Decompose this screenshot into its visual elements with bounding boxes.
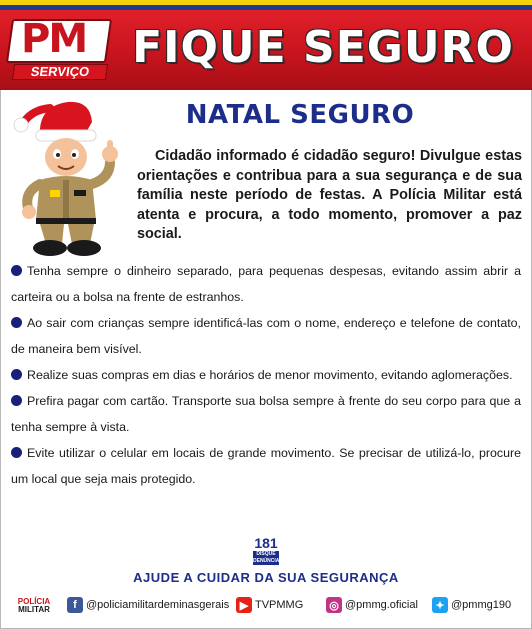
disque-label: DISQUE DENÚNCIA (253, 551, 280, 564)
pm-logo-line1: POLÍCIA (17, 597, 51, 606)
facebook-icon: f (67, 597, 83, 613)
bullet-dot-icon (11, 395, 22, 406)
footer-bar (0, 593, 532, 617)
policia-militar-logo (12, 598, 56, 614)
social-handle: @pmmg.oficial (345, 599, 418, 611)
bullet-dot-icon (11, 447, 22, 458)
social-link[interactable] (326, 597, 418, 613)
youtube-icon: ▶ (236, 597, 252, 613)
section-title: NATAL SEGURO (185, 100, 415, 130)
bullet-dot-icon (11, 317, 22, 328)
social-link[interactable] (432, 597, 511, 613)
tip-text: Prefira pagar com cartão. Transporte sua bolsa sempre à frente do seu corpo para que a tenha sempre à vista. (11, 394, 521, 434)
tip-text: Evite utilizar o celular em locais de grande movimento. Se precisar de utilizá-lo, procure um local que seja mais protegido. (11, 446, 521, 486)
header-banner (0, 10, 532, 90)
tip-text: Realize suas compras em dias e horários de menor movimento, evitando aglomerações. (27, 368, 513, 382)
tip-item (11, 388, 521, 440)
header-title: FIQUE SEGURO (132, 22, 514, 73)
servico-label: SERVIÇO (12, 64, 108, 80)
tips-list (11, 258, 521, 492)
disque-number: 181 (254, 535, 278, 551)
social-handle: @policiamilitardeminasgerais (86, 599, 230, 611)
tip-item (11, 440, 521, 492)
social-handle: TVPMMG (255, 599, 304, 611)
tip-item (11, 258, 521, 310)
intro-paragraph: Cidadão informado é cidadão seguro! Divulgue estas orientações e contribua para a sua segurança e de sua família neste período de festas. A Polícia Militar está atenta e procura, a todo momento, promover a paz social. (137, 148, 522, 242)
twitter-icon: ✦ (432, 597, 448, 613)
social-handle: @pmmg190 (451, 599, 512, 611)
pm-logo-text: PM (21, 16, 87, 62)
tip-text: Tenha sempre o dinheiro separado, para pequenas despesas, evitando assim abrir a carteira ou a bolsa na frente de estranhos. (11, 264, 521, 304)
bullet-dot-icon (11, 369, 22, 380)
social-link[interactable] (67, 597, 229, 613)
pm-servico-logo (9, 16, 109, 81)
social-link[interactable] (236, 597, 303, 613)
disque-denuncia-logo (253, 536, 279, 566)
tip-text: Ao sair com crianças sempre identificá-las com o nome, endereço e telefone de contato, de maneira bem visível. (11, 316, 521, 356)
pm-logo-line2: MILITAR (18, 605, 50, 614)
police-officer-santa-hat-mascot-icon (10, 92, 128, 258)
tip-item (11, 362, 521, 388)
bullet-dot-icon (11, 265, 22, 276)
instagram-icon: ◎ (326, 597, 342, 613)
footer-slogan: AJUDE A CUIDAR DA SUA SEGURANÇA (133, 570, 399, 585)
tip-item (11, 310, 521, 362)
